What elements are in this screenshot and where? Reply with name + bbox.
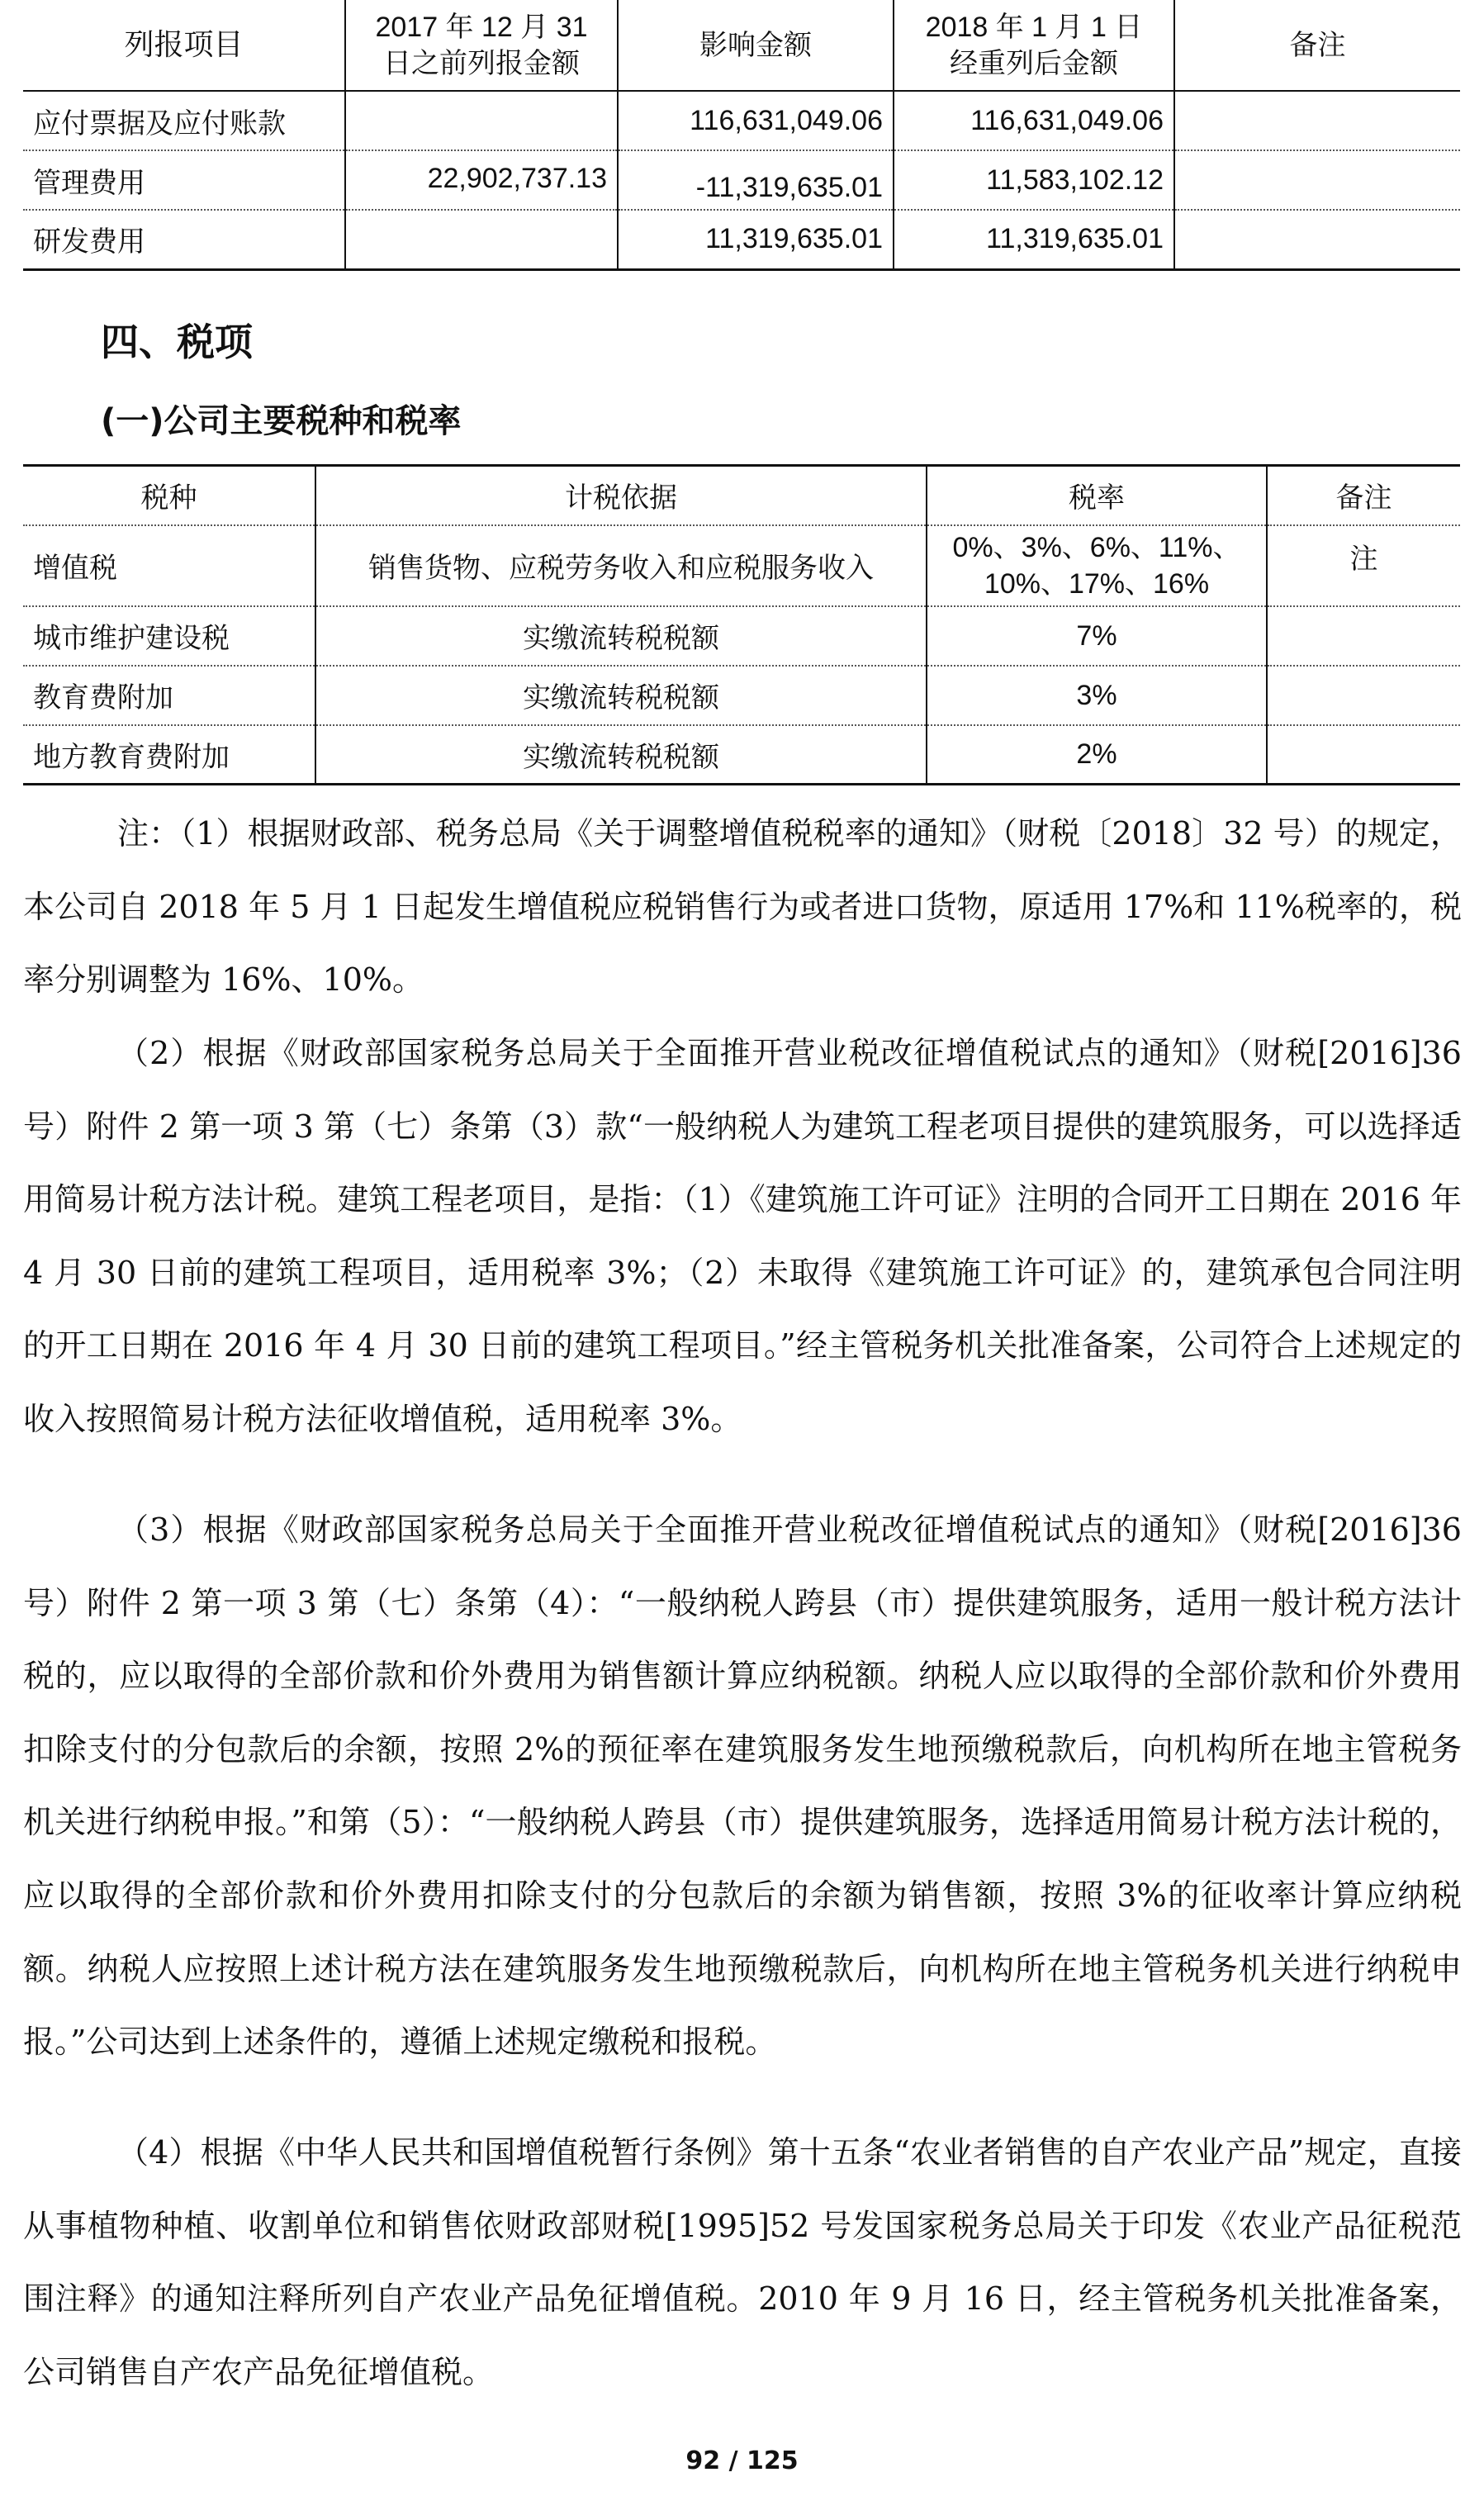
table-row xyxy=(23,91,1460,150)
cell-rate: 7% xyxy=(927,606,1267,666)
header-before: 2017 年 12 月 31 日之前列报金额 xyxy=(345,0,618,91)
cell-item: 研发费用 xyxy=(23,210,345,269)
cell-rate: 2% xyxy=(927,725,1267,785)
note-paragraph-1: 注：（1）根据财政部、税务总局《关于调整增值税税率的通知》（财税〔2018〕32 号）的规定，本公司自 2018 年 5 月 1 日起发生增值税应税销售行为或者进口货物，原适用 17%和 11%税率的，税率分别调整为 16%、10%。 xyxy=(23,815,1462,999)
cell-rate xyxy=(927,525,1267,606)
cell-note xyxy=(1267,666,1460,725)
rate-line: 0%、3%、6%、11%、 xyxy=(952,531,1241,563)
cell-impact: -11,319,635.01 xyxy=(618,150,894,210)
header-impact: 影响金额 xyxy=(618,0,894,91)
table-header-row xyxy=(23,0,1460,91)
cell-tax: 城市维护建设税 xyxy=(23,606,315,666)
table-row xyxy=(23,210,1460,269)
header-note: 备注 xyxy=(1174,0,1460,91)
header-note: 备注 xyxy=(1267,466,1460,525)
header-rate: 税率 xyxy=(927,466,1267,525)
cell-note xyxy=(1267,725,1460,785)
cell-note xyxy=(1174,150,1460,210)
note-paragraph-3: （3）根据《财政部国家税务总局关于全面推开营业税改征增值税试点的通知》（财税[2016]36 号）附件 2 第一项 3 第（七）条第（4）：“一般纳税人跨县（市）提供建筑服务，适用一般计税方法计税的，应以取得的全部价款和价外费用为销售额计算应纳税额。纳税人应以取得的全部价款和价外费用扣除支付的分包款后的余额，按照 2%的预征率在建筑服务发生地预缴税款后，向机构所在地主管税务机关进行纳税申报。”和第（5）：“一般纳税人跨县（市）提供建筑服务，选择适用简易计税方法计税的，应以取得的全部价款和价外费用扣除支付的分包款后的余额为销售额，按照 3%的征收率计算应纳税额。纳税人应按照上述计税方法在建筑服务发生地预缴税款后，向机构所在地主管税务机关进行纳税申报。”公司达到上述条件的，遵循上述规定缴税和报税。 xyxy=(23,1511,1462,2061)
cell-rate: 3% xyxy=(927,666,1267,725)
cell-before xyxy=(345,91,618,150)
table-row xyxy=(23,666,1460,725)
tax-rate-table xyxy=(23,464,1460,785)
cell-after: 11,319,635.01 xyxy=(894,210,1174,269)
note-paragraph-4: （4）根据《中华人民共和国增值税暂行条例》第十五条“农业者销售的自产农业产品”规定，直接从事植物种植、收割单位和销售依财政部财税[1995]52 号发国家税务总局关于印发《农业产品征税范围注释》的通知注释所列自产农业产品免征增值税。2010 年 9 月 16 日，经主管税务机关批准备案，公司销售自产农产品免征增值税。 xyxy=(23,2134,1462,2390)
cell-after: 11,583,102.12 xyxy=(894,150,1174,210)
header-tax: 税种 xyxy=(23,466,315,525)
cell-basis: 销售货物、应税劳务收入和应税服务收入 xyxy=(315,525,927,606)
cell-note xyxy=(1174,91,1460,150)
subsection-title: (一)公司主要税种和税率 xyxy=(101,402,462,440)
cell-impact: 116,631,049.06 xyxy=(618,91,894,150)
table-row xyxy=(23,606,1460,666)
table-row xyxy=(23,150,1460,210)
table-row xyxy=(23,725,1460,785)
header-item: 列报项目 xyxy=(23,0,345,91)
cell-before: 22,902,737.13 xyxy=(345,150,618,210)
cell-impact: 11,319,635.01 xyxy=(618,210,894,269)
cell-basis: 实缴流转税税额 xyxy=(315,725,927,785)
header-after: 2018 年 1 月 1 日 经重列后金额 xyxy=(894,0,1174,91)
cell-item: 管理费用 xyxy=(23,150,345,210)
rate-line: 10%、17%、16% xyxy=(984,567,1210,600)
cell-tax: 教育费附加 xyxy=(23,666,315,725)
restatement-table xyxy=(23,0,1460,271)
cell-tax: 增值税 xyxy=(23,525,315,606)
cell-basis: 实缴流转税税额 xyxy=(315,606,927,666)
table-row xyxy=(23,525,1460,606)
table-header-row xyxy=(23,466,1460,525)
header-basis: 计税依据 xyxy=(315,466,927,525)
cell-before xyxy=(345,210,618,269)
cell-after: 116,631,049.06 xyxy=(894,91,1174,150)
cell-basis: 实缴流转税税额 xyxy=(315,666,927,725)
note-paragraph-2: （2）根据《财政部国家税务总局关于全面推开营业税改征增值税试点的通知》（财税[2016]36 号）附件 2 第一项 3 第（七）条第（3）款“一般纳税人为建筑工程老项目提供的建筑服务，可以选择适用简易计税方法计税。建筑工程老项目，是指：（1）《建筑施工许可证》注明的合同开工日期在 2016 年 4 月 30 日前的建筑工程项目，适用税率 3%；（2）未取得《建筑施工许可证》的，建筑承包合同注明的开工日期在 2016 年 4 月 30 日前的建筑工程项目。”经主管税务机关批准备案，公司符合上述规定的收入按照简易计税方法征收增值税，适用税率 3%。 xyxy=(23,1035,1462,1437)
cell-note: 注 xyxy=(1267,525,1460,606)
section-title: 四、税项 xyxy=(101,320,253,364)
cell-tax: 地方教育费附加 xyxy=(23,725,315,785)
cell-note xyxy=(1267,606,1460,666)
cell-item: 应付票据及应付账款 xyxy=(23,91,345,150)
cell-note xyxy=(1174,210,1460,269)
page-number: 92 / 125 xyxy=(685,2446,799,2475)
